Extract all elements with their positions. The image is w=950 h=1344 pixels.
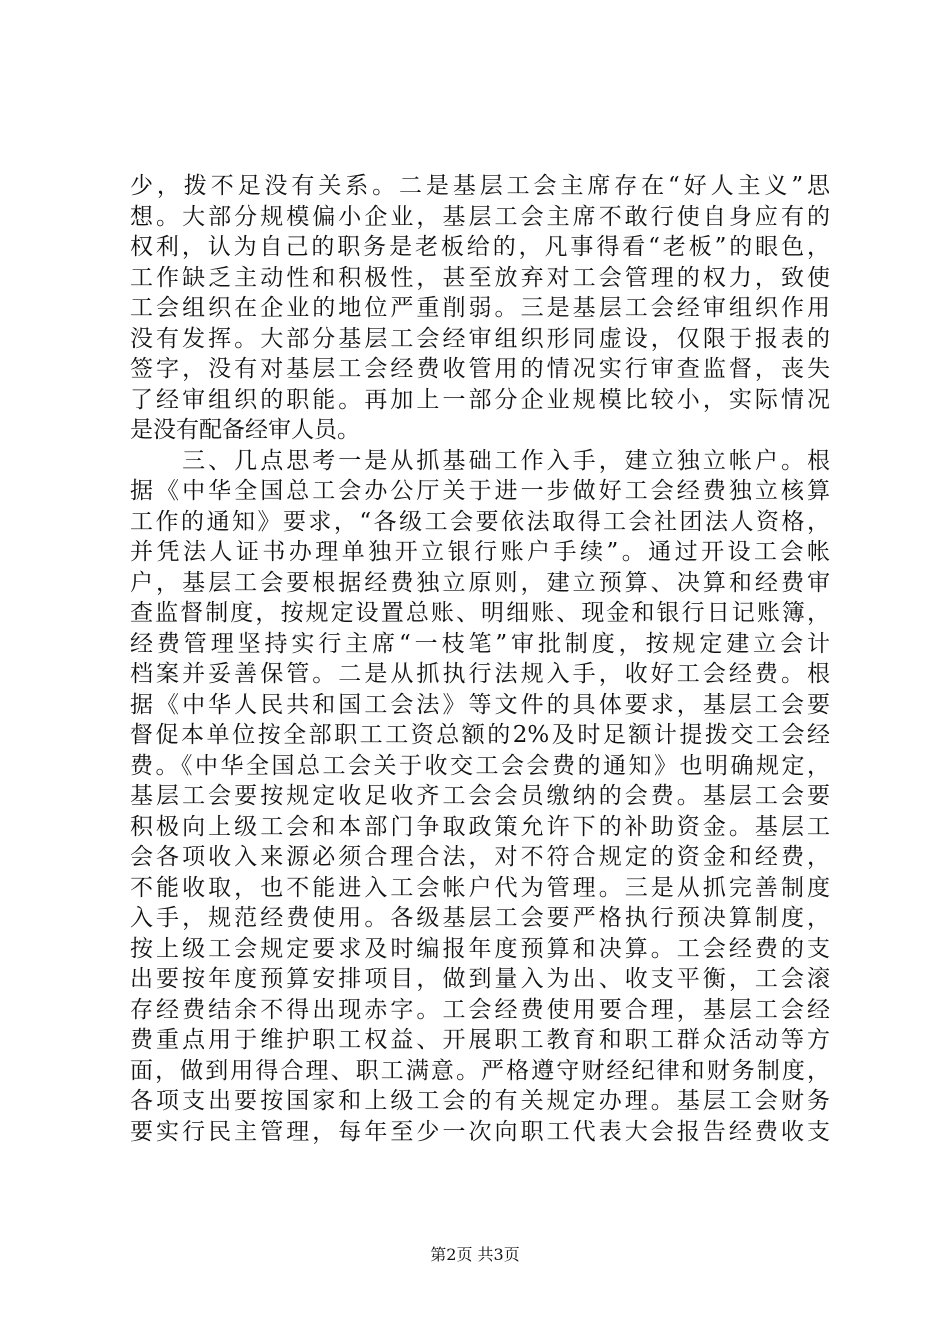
- text-line: 户，基层工会要根据经费独立原则，建立预算、决算和经费审: [130, 569, 830, 596]
- page-footer: 第2页 共3页: [430, 1245, 520, 1264]
- text-line: 签字，没有对基层工会经费收管用的情况实行审查监督，丧失: [130, 356, 830, 382]
- text-line: 经费管理坚持实行主席“一枝笔”审批制度，按规定建立会计: [130, 630, 830, 657]
- text-line: 是没有配备经审人员。: [130, 417, 360, 443]
- text-line: 工作缺乏主动性和积极性，甚至放弃对工会管理的权力，致使: [130, 264, 830, 291]
- text-line: 基层工会要按规定收足收齐工会会员缴纳的会费。基层工会要: [130, 783, 830, 809]
- text-line: 入手，规范经费使用。各级基层工会要严格执行预决算制度，: [130, 905, 830, 931]
- text-line: 存经费结余不得出现赤字。工会经费使用要合理，基层工会经: [130, 996, 830, 1023]
- text-line: 工会组织在企业的地位严重削弱。三是基层工会经审组织作用: [130, 295, 830, 321]
- text-line: 想。大部分规模偏小企业，基层工会主席不敢行使自身应有的: [130, 203, 830, 230]
- text-line: 会各项收入来源必须合理合法，对不符合规定的资金和经费，: [130, 844, 830, 870]
- text-line: 据《中华全国总工会办公厅关于进一步做好工会经费独立核算: [130, 478, 830, 504]
- text-line: 三、几点思考一是从抓基础工作入手，建立独立帐户。根: [130, 447, 830, 474]
- text-line: 费重点用于维护职工权益、开展职工教育和职工群众活动等方: [130, 1027, 830, 1053]
- text-line: 面，做到用得合理、职工满意。严格遵守财经纪律和财务制度，: [130, 1057, 830, 1084]
- text-line: 工作的通知》要求，“各级工会要依法取得工会社团法人资格，: [130, 508, 830, 535]
- text-line: 积极向上级工会和本部门争取政策允许下的补助资金。基层工: [130, 813, 830, 840]
- text-line: 据《中华人民共和国工会法》等文件的具体要求，基层工会要: [130, 691, 830, 718]
- text-line: 并凭法人证书办理单独开立银行账户手续”。通过开设工会帐: [130, 539, 830, 565]
- text-line: 出要按年度预算安排项目，做到量入为出、收支平衡，工会滚: [130, 966, 830, 992]
- text-line: 督促本单位按全部职工工资总额的2%及时足额计提拨交工会经: [130, 722, 830, 748]
- text-line: 查监督制度，按规定设置总账、明细账、现金和银行日记账簿，: [130, 600, 830, 626]
- text-line: 了经审组织的职能。再加上一部分企业规模比较小，实际情况: [130, 386, 830, 413]
- body-text: [130, 171, 830, 1147]
- text-line: 各项支出要按国家和上级工会的有关规定办理。基层工会财务: [130, 1088, 830, 1114]
- text-line: 权利，认为自己的职务是老板给的，凡事得看“老板”的眼色，: [130, 234, 830, 260]
- text-line: 要实行民主管理，每年至少一次向职工代表大会报告经费收支: [130, 1118, 830, 1145]
- text-line: 档案并妥善保管。二是从抓执行法规入手，收好工会经费。根: [130, 661, 830, 687]
- text-line: 按上级工会规定要求及时编报年度预算和决算。工会经费的支: [130, 935, 830, 962]
- text-line: 没有发挥。大部分基层工会经审组织形同虚设，仅限于报表的: [130, 325, 830, 352]
- text-line: 不能收取，也不能进入工会帐户代为管理。三是从抓完善制度: [130, 874, 830, 901]
- text-line: 少，拨不足没有关系。二是基层工会主席存在“好人主义”思: [130, 173, 830, 199]
- text-line: 费。《中华全国总工会关于收交工会会费的通知》也明确规定，: [130, 752, 830, 779]
